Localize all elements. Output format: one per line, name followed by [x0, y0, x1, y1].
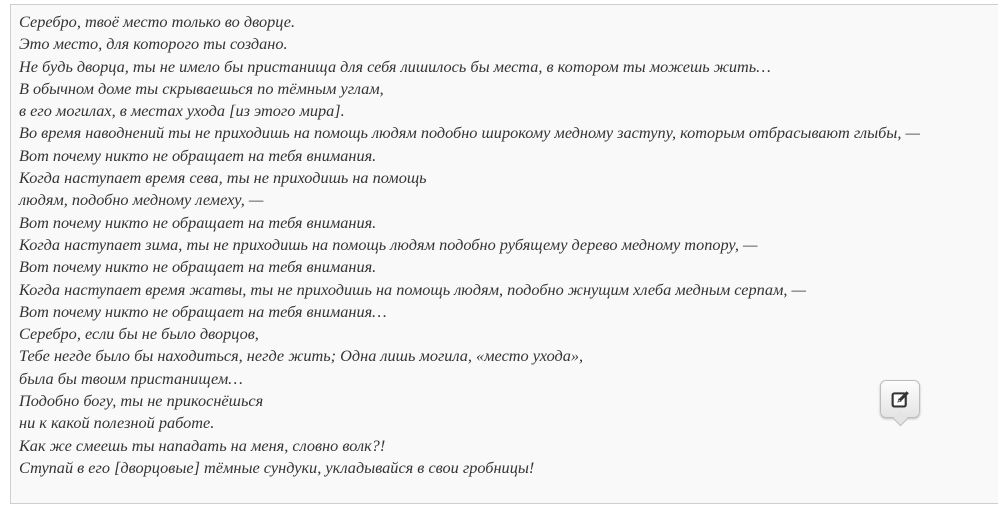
poem-panel	[10, 4, 998, 504]
poem-line-5: в его могилах, в местах ухода [из этого мира].	[19, 101, 345, 121]
poem-line-9: людям, подобно медному лемеху, —	[19, 190, 264, 210]
edit-button[interactable]	[880, 380, 920, 418]
poem-line-11: Когда наступает зима, ты не приходишь на помощь людям подобно рубящему дерево медному топору, —	[19, 234, 758, 254]
poem-line-4: В обычном доме ты скрываешься по тёмным углам,	[19, 78, 384, 98]
poem-line-19: ни к какой полезной работе.	[19, 413, 215, 433]
poem-line-21: Ступай в его [дворцовые] тёмные сундуки, укладывайся в свои гробницы!	[19, 457, 535, 477]
poem-line-14: Вот почему никто не обращает на тебя внимания…	[19, 301, 387, 321]
poem-line-15: Серебро, если бы не было дворцов,	[19, 324, 259, 344]
poem-line-3: Не будь дворца, ты не имело бы пристанища для себя лишилось бы места, в котором ты можешь жить…	[19, 56, 771, 76]
poem-line-8: Когда наступает время сева, ты не приходишь на помощь	[19, 168, 427, 188]
poem-line-20: Как же смеешь ты нападать на меня, словно волк?!	[19, 435, 386, 455]
poem-line-17: была бы твоим пристанищем…	[19, 368, 243, 388]
poem-line-6: Во время наводнений ты не приходишь на помощь людям подобно широкому медному заступу, которым отбрасывают глыбы, —	[19, 123, 920, 143]
poem-line-7: Вот почему никто не обращает на тебя внимания.	[19, 145, 377, 165]
poem-text	[19, 11, 920, 479]
edit-icon	[890, 389, 911, 410]
poem-line-18: Подобно богу, ты не прикоснёшься	[19, 391, 264, 411]
poem-line-10: Вот почему никто не обращает на тебя внимания.	[19, 212, 377, 232]
poem-line-16: Тебе негде было бы находиться, негде жить; Одна лишь могила, «место ухода»,	[19, 346, 584, 366]
poem-line-13: Когда наступает время жатвы, ты не приходишь на помощь людям, подобно жнущим хлеба медным серпам, —	[19, 279, 806, 299]
poem-line-1: Серебро, твоё место только во дворце.	[19, 12, 296, 31]
poem-line-2: Это место, для которого ты создано.	[19, 34, 288, 54]
poem-line-12: Вот почему никто не обращает на тебя внимания.	[19, 257, 377, 277]
